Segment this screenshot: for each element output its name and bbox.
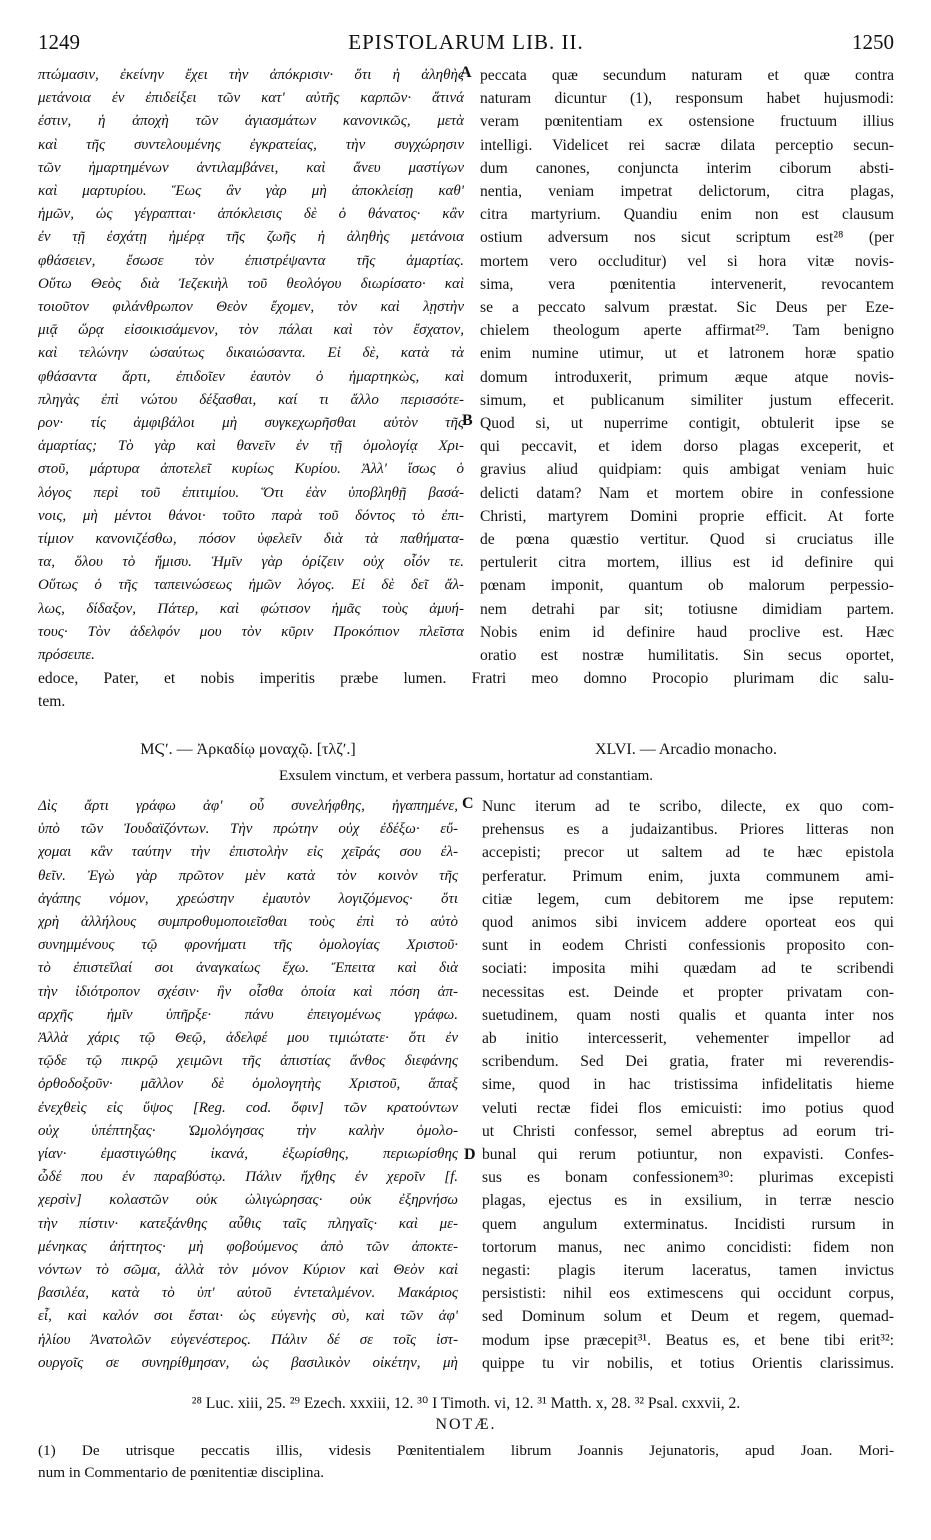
text-line: Christi, martyrem Domini proprie efficit. At forte (480, 507, 894, 525)
text-line: ὑπὸ τῶν Ἰουδαϊζόντων. Τὴν πρώτην οὐχ ἐδέξω· εὔ- (38, 821, 458, 838)
margin-marker-c: C (462, 795, 474, 812)
footnote-references: ²⁸ Luc. xiii, 25. ²⁹ Ezech. xxxiii, 12. ³⁰ I Timoth. vi, 12. ³¹ Matth. x, 28. ³² Psal. cxxvii, 2. (191, 1395, 741, 1412)
text-line: perferatur. Primum enim, juxta communem ami- (482, 867, 894, 885)
text-line: delicti datam? Nam et mortem obire in confessione (480, 484, 894, 502)
bottom-greek-column (38, 795, 458, 1375)
text-line: suetudinem, quam nosti qualis et quanta inter nos (482, 1006, 894, 1024)
text-line: simum, et publicanum similiter justum effecerit. (480, 391, 894, 409)
text-line: sus es bonam confessionem³⁰: plurimas excepisti (482, 1169, 894, 1187)
text-line: Ἀλλὰ χάρις τῷ Θεῷ, ἀδελφέ μου τιμιώτατε· ὅτι ἐν (38, 1030, 458, 1047)
text-line: accepisti; precor ut saltem ad te hæc epistola (482, 844, 894, 862)
notae-text (38, 1440, 894, 1484)
text-line: ρον· τίς ἀμφιβάλοι μὴ συγκεχωρῆσθαι αὐτὸν τῆς (38, 415, 464, 432)
text-line: pœnam imponit, quantum ob malorum perpessio- (480, 577, 894, 595)
text-line: χομαι κἂν ταύτην τὴν ἐπιστολὴν εἰς χεῖράς σου ἐλ- (38, 844, 458, 861)
text-line: domum introduxerit, primum æque atque novis- (480, 368, 894, 386)
text-line: (1) De utrisque peccatis illis, videsis Pœnitentialem librum Joannis Jejunatoris, apud Joan. Mori- (38, 1442, 894, 1459)
text-line: φθάσαντα ἄρτι, ἐπιδοῖεν ἑαυτὸν ὁ ἡμαρτηκὼς, καὶ (38, 368, 464, 385)
text-line: ουργοῖς σε συνηρίθμησαν, ὡς βασιλικὸν οἰκέτην, μὴ (38, 1354, 458, 1371)
text-line: qui peccavit, et idem dorso plagas exceperit, et (480, 438, 894, 456)
text-line: γίαν· ἐμαστιγώθης ἱκανά, ἐξωρίσθης, περιωρίσθης (38, 1146, 458, 1163)
text-line: persististi: nihil eos extimescens qui occidunt corpus, (482, 1285, 894, 1303)
text-line: πρόσειπε. (38, 647, 95, 664)
notae-heading: NOTÆ. (435, 1416, 497, 1433)
top-full-width-text (38, 667, 894, 713)
left-page-number: 1249 (38, 30, 80, 54)
text-line: enim numine utimur, ut et latronem horæ spatio (480, 345, 894, 363)
text-line: χρὴ ἀλλήλους συμπροθυμοποιεῖσθαι τοὺς ἐπὶ τὸ αὐτὸ (38, 914, 458, 931)
text-line: ut Christi confessor, semel abreptus ad eorum tri- (482, 1122, 894, 1140)
text-line: citra martyrium. Quandiu enim non est clausum (480, 206, 894, 224)
text-line: se a peccato salvum præstat. Sic Deus per Eze- (480, 299, 894, 317)
text-line: tortorum manus, nec animo concidisti: fidem non (482, 1238, 894, 1256)
text-line: nem detrahi par sit; totiusne dimidiam partem. (480, 600, 894, 618)
text-line: λως, δίδαξον, Πάτερ, καὶ φώτισον ἡμᾶς τοὺς ἀμυή- (38, 600, 464, 617)
text-line: ἡλίου Ἀνατολῶν εὐγενέστερος. Πάλιν δέ σε τοῖς ἰστ- (38, 1331, 458, 1348)
text-line: καὶ μαρτυρίου. Ἕως ἂν γὰρ μὴ ἀποκλείσῃ καθ' (38, 183, 464, 200)
text-line: Οὕτως ὁ τῆς ταπεινώσεως ἡμῶν λόγος. Εἰ δὲ δεῖ ἄλ- (38, 577, 464, 594)
text-line: num in Commentario de pœnitentiæ disciplina. (38, 1464, 324, 1481)
text-line: ἁμαρτίας; Τὸ γὰρ καὶ θανεῖν ἐν τῇ ὁμολογίᾳ Χρι- (38, 438, 464, 455)
text-line: τῷδε τῷ πικρῷ χειμῶνι τῆς ἀπιστίας ἄνθος διεφάνης (38, 1053, 458, 1070)
text-line: quem angulum exterminatus. Incidisti rursum in (482, 1215, 894, 1233)
text-line: tem. (38, 693, 66, 711)
text-line: gravius aliud quidpiam: quis ambigat veniam huic (480, 461, 894, 479)
text-line: φθάσειεν, ἔσωσε τὸν ἐπιστρέψαντα τῆς ἁμαρτίας. (38, 252, 464, 269)
text-line: νοις, μὴ μέντοι θάνοι· τοῦτο παρὰ τοῦ δόντος τὸ ἐπι- (38, 507, 464, 524)
text-line: οὐχ ὑπέπτηξας· Ὡμολόγησας τὴν καλὴν ὁμολο- (38, 1122, 458, 1139)
text-line: χερσὶν] κολαστῶν οὐκ ὠλιγώρησας· οὐκ ἐξηρνήσω (38, 1192, 458, 1209)
top-latin-column (480, 64, 894, 667)
text-line: scribendum. Sed Dei gratia, frater mi reverendis- (482, 1053, 894, 1071)
text-line: πληγὰς ἐπὶ νώτου δέξασθαι, καί τι ἄλλο περισσότε- (38, 391, 464, 408)
text-line: modum ipse præcepit³¹. Beatus es, et bene tibi erit³²: (482, 1331, 894, 1349)
text-line: chielem theologum aperte affirmat²⁹. Tam benigno (480, 322, 894, 340)
running-title: EPISTOLARUM LIB. II. (348, 30, 584, 54)
text-line: νόντων τὸ σῶμα, ἀλλὰ τὸν μόνον Κύριον καὶ Θεὸν καὶ (38, 1262, 458, 1279)
margin-marker-d: D (464, 1146, 476, 1163)
text-line: λόγος περὶ τοῦ ἐπιτιμίου. Ὅτι ἐὰν ὑποβληθῇ βασά- (38, 484, 464, 501)
text-line: sima, vera pœnitentia intervenerit, revocantem (480, 275, 894, 293)
text-line: ὀρθοδοξοῦν· μᾶλλον δὲ ὁμολογητὴς Χριστοῦ, ἅπαξ (38, 1076, 458, 1093)
text-line: negasti: plagis iterum laceratus, tamen invictus (482, 1262, 894, 1280)
top-greek-column (38, 64, 464, 667)
text-line: citiæ legem, cum debitorem me ipse reputem: (482, 890, 894, 908)
text-line: sed Dominum solum et Deum et regem, quemad- (482, 1308, 894, 1326)
margin-marker-a: A (460, 64, 472, 81)
text-line: bunal qui rerum potiuntur, non expavisti. Confes- (482, 1146, 894, 1164)
greek-letter-title: ΜϚʹ. — Ἀρκαδίῳ μοναχῷ. [τλζʹ.] (140, 741, 356, 758)
margin-marker-b: B (462, 412, 473, 429)
text-line: intelligi. Videlicet rei sacræ dilata perceptio secun- (480, 136, 894, 154)
text-line: στοῦ, μάρτυρα ἀποτελεῖ κυρίως Κυρίου. Ἀλλ' ἴσως ὁ (38, 461, 464, 478)
text-line: Quod si, ut nuperrime contigit, obtulerit ipse se (480, 415, 894, 433)
text-line: μένηκας ἀήττητος· μὴ φοβούμενος ἀπὸ τῶν ἀποκτε- (38, 1238, 458, 1255)
text-line: quippe tu vir nobilis, et totius Orientis clarissimus. (482, 1354, 894, 1372)
text-line: συνημμένους τῷ φρονήματι τῆς ὁμολογίας Χριστοῦ· (38, 937, 458, 954)
bottom-latin-column (482, 795, 894, 1375)
text-line: veluti rectæ fidei flos emicuisti: imo potius quod (482, 1099, 894, 1117)
text-line: peccata quæ secundum naturam et quæ contra (480, 67, 894, 84)
text-line: quod animos sibi invicem addere oporteat eos qui (482, 914, 894, 932)
text-line: τους· Τὸν ἀδελφόν μου τὸν κῦριν Προκόπιον πλεῖστα (38, 623, 464, 640)
text-line: τὸ ἐπιστεῖλαί σοι ἀναγκαίως ἔχω. Ἔπειτα καὶ διὰ (38, 960, 458, 977)
page-header (38, 30, 894, 60)
text-line: prehensus es a judaizantibus. Priores litteras non (482, 821, 894, 839)
text-line: dum canones, conjuncta interim ciborum absti- (480, 159, 894, 177)
text-line: de pœna quæstio vertitur. Quod si cruciatus ille (480, 531, 894, 549)
text-line: Nunc iterum ad te scribo, dilecte, ex quo com- (482, 798, 894, 815)
text-line: ab initio intercesserit, vehementer impellor ad (482, 1030, 894, 1048)
latin-letter-title: XLVI. — Arcadio monacho. (594, 741, 778, 758)
text-line: sociati: imposita mihi quædam ad te scribendi (482, 960, 894, 978)
text-line: τῶν ἡμαρτημένων ἀντιλαμβάνει, καὶ ἄνευ μαστίγων (38, 159, 464, 176)
text-line: pertulerit citra mortem, illius est id definire qui (480, 554, 894, 572)
text-line: ἐστιν, ἡ ἀποχὴ τῶν ἁγιασμάτων κανονικῶς, μετὰ (38, 113, 464, 130)
text-line: Nobis enim id definire haud proclive est. Hæc (480, 623, 894, 641)
text-line: Δὶς ἄρτι γράφω ἀφ' οὗ συνελήφθης, ἠγαπημένε, (38, 798, 458, 814)
text-line: εἶ, καὶ καλόν σοι ἔσται· ὡς εὐγενὴς σὺ, καὶ τῶν ἀφ' (38, 1308, 458, 1325)
letter-summary: Exsulem vinctum, et verbera passum, hortatur ad constantiam. (278, 768, 654, 784)
text-line: θεῖν. Ἐγὼ γὰρ πρῶτον μὲν κατὰ τὸν κοινὸν τῆς (38, 867, 458, 884)
text-line: μετάνοια ἐν ἐπιδείξει τῶν κατ' αὐτῆς καρπῶν· ἅτινά (38, 90, 464, 107)
text-line: ἐν τῇ ἐσχάτῃ ἡμέρᾳ τῆς ζωῆς ἡ ἀληθὴς μετάνοια (38, 229, 464, 246)
text-line: nentia, veniam impetrat delictorum, citra plagas, (480, 183, 894, 201)
text-line: ἀγάπης νόμον, χρεώστην ἐμαυτὸν λογιζόμενος· ὅτι (38, 890, 458, 907)
text-line: αρχῆς ἡμῖν ὑπῆρξε· πάνυ ἐπειγομένως γράφω. (38, 1006, 458, 1023)
text-line: ὧδέ που ἐν παραβύστῳ. Πάλιν ἤχθης ἐν χεροῖν [f. (38, 1169, 458, 1186)
text-line: ostium adversum nos sicut scriptum est²⁸ (per (480, 229, 894, 247)
text-line: πτώμασιν, ἐκείνην ἔχει τὴν ἀπόκρισιν· ὅτι ἡ ἀληθὴς (38, 67, 464, 83)
text-line: τα, ὅλου τὸ ἥμισυ. Ἡμῖν γὰρ ὁρίζειν οὐχ οἷόν τε. (38, 554, 464, 571)
text-line: veram pœnitentiam ex ostensione fructuum illius (480, 113, 894, 131)
text-line: τίμιον κανονιζέσθω, πόσον ὑφελεῖν διὰ τὰ παθήματα- (38, 531, 464, 548)
text-line: sime, quod in hac tristissima infidelitatis hieme (482, 1076, 894, 1094)
text-line: necessitas est. Deinde et propter privatam con- (482, 983, 894, 1001)
text-line: καὶ τελώνην ὡσαύτως δικαιώσαντα. Εἰ δὲ, κατὰ τὰ (38, 345, 464, 362)
right-page-number: 1250 (852, 30, 894, 54)
text-line: mortem vero occluditur) vel si hora vitæ novis- (480, 252, 894, 270)
text-line: sunt in eodem Christi confessionis proposito con- (482, 937, 894, 955)
text-line: μιᾷ ὥρᾳ εἰσοικισάμενον, τὸν πάλαι καὶ τὸν ἔσχατον, (38, 322, 464, 339)
text-line: oratio est nostræ humilitatis. Sin secus oportet, (480, 647, 894, 665)
text-line: τὴν ἰδιότροπον σχέσιν· ἣν οἶσθα ὁποία καὶ πόση ἀπ- (38, 983, 458, 1000)
text-line: ἐνεχθεὶς εἰς ὕψος [Reg. cod. ὄφιν] τῶν κρατούντων (38, 1099, 458, 1116)
text-line: plagas, ejectus es in exsilium, in terræ nescio (482, 1192, 894, 1210)
text-line: ἡμῶν, ὡς γέγραπται· ἀπόκλεισις δὲ ὁ θάνατος· κἂν (38, 206, 464, 223)
text-line: naturam dicuntur (1), responsum habet hujusmodi: (480, 90, 894, 108)
text-line: βασιλέα, κατὰ τὸ ὑπ' αὐτοῦ ἐντεταλμένον. Μακάριος (38, 1285, 458, 1302)
text-line: καὶ τῆς συντελουμένης ἐγκρατείας, τὴν συγχώρησιν (38, 136, 464, 153)
text-line: Οὕτω Θεὸς διὰ Ἰεζεκιὴλ τοῦ θεολόγου διωρίσατο· καὶ (38, 275, 464, 292)
text-line: τοιοῦτον φιλάνθρωπον Θεὸν ἔχομεν, τὸν καὶ λῃστὴν (38, 299, 464, 316)
text-line: edoce, Pater, et nobis imperitis præbe lumen. Fratri meo domno Procopio plurimam dic salu- (38, 670, 894, 687)
text-line: τὴν πίστιν· κατεξάνθης αὖθις ταῖς πληγαῖς· καὶ με- (38, 1215, 458, 1232)
